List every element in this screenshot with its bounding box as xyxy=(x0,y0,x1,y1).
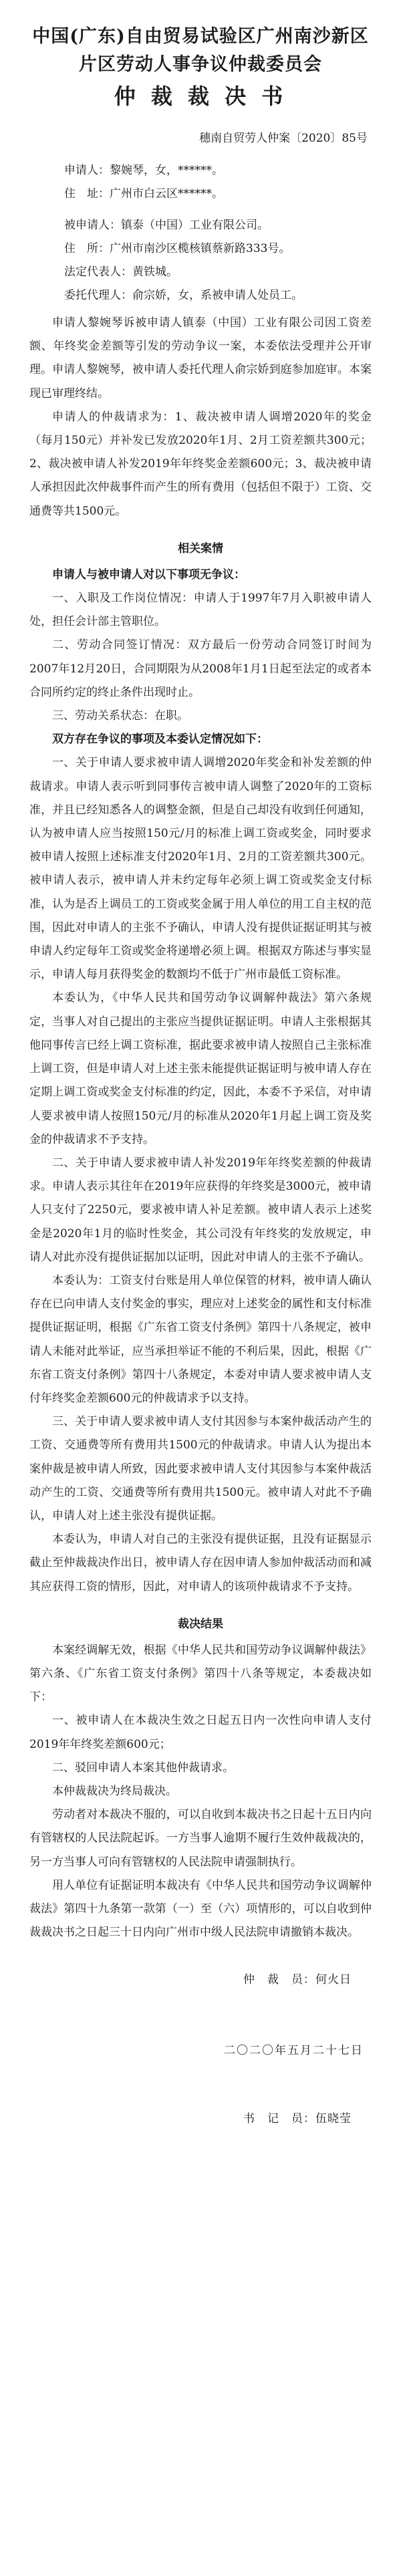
disputed-paragraph: 本委认为，申请人对自己的主张没有提供证据，且没有证据显示截止至仲裁裁决作出日，被申请人存在因申请人参加仲裁活动而和减其应获得工资的情形，因此，对申请人的该项仲裁请求不予支持。 xyxy=(29,1533,372,1593)
disputed-heading: 双方存在争议的事项及本委认定情况如下： xyxy=(52,733,268,747)
commission-title-line-1: 中国(广东)自由贸易试验区广州南沙新区 xyxy=(32,26,369,47)
disputed-paragraph: 本委认为：工资支付台账是用人单位保管的材料，被申请人确认存在已向申请人支付奖金的事实，理应对上述奖金的属性和支付标准提供证据证明，根据《广东省工资支付条例》第四十八条规定，被申请人未能对此举证，应当承担举证不能的不利后果，因此，根据《广东省工资支付条例》第四十八条规定，本委对申请人要求被申请人支付年终奖金差额600元的仲裁请求予以支持。 xyxy=(29,1273,372,1405)
commission-title-line-2: 片区劳动人事争议仲裁委员会 xyxy=(79,54,322,75)
undisputed-item: 一、入职及工作岗位情况：申请人于1997年7月入职被申请人处，担任会计部主管职位。 xyxy=(29,592,372,629)
undisputed-heading: 申请人与被申请人对以下事项无争议： xyxy=(52,567,245,582)
result-item: 一、被申请人在本裁决生效之日起五日内一次性向申请人支付2019年年终奖差额600元； xyxy=(29,1714,372,1751)
result-intro: 本案经调解无效，根据《中华人民共和国劳动争议调解仲裁法》第六条、《广东省工资支付条例》第四十八条等规定，本委裁决如下： xyxy=(29,1643,372,1704)
party-agent: 委托代理人：俞宗娇，女，系被申请人处员工。 xyxy=(64,289,303,302)
party-applicant: 申请人：黎婉琴，女，******。 xyxy=(64,164,223,177)
result-item: 本仲裁裁决为终局裁决。 xyxy=(52,1784,177,1798)
award-date: 二〇二〇年五月二十七日 xyxy=(224,2044,364,2058)
party-legal-representative: 法定代表人：黄铁城。 xyxy=(64,265,178,279)
disputed-paragraph: 二、关于申请人要求被申请人补发2019年年终奖差额的仲裁请求。申请人表示其往年在2019年应获得的年终奖是3000元，被申请人只支付了2250元，要求被申请人补足差额。被申请人表示上述奖金是2020年1月的临时性奖金，其公司没有年终奖的发放规定，申请人对此亦没有提供证据加以证明，因此对申请人的主张不予确认。 xyxy=(29,1156,372,1264)
party-respondent-address: 住 所：广州市南沙区榄核镇蔡新路333号。 xyxy=(64,242,291,255)
party-applicant-address: 住 址：广州市白云区******。 xyxy=(64,187,223,201)
result-item: 劳动者对本裁决不服的，可以自收到本裁决书之日起十五日内向有管辖权的人民法院起诉。一方当事人逾期不履行生效仲裁裁决的，另一方当事人可向有管辖权的人民法院申请强制执行。 xyxy=(29,1808,372,1869)
claims-paragraph: 申请人的仲裁请求为：1、裁决被申请人调增2020年的奖金（每月150元）并补发已发放2020年1月、2月工资差额共300元；2、裁决被申请人补发2019年年终奖金差额600元；3、裁决被申请人承担因此次仲裁事件而产生的所有费用（包括但不限于）工资、交通费等共1500元。 xyxy=(29,410,372,518)
case-number: 穗南自贸劳人仲案〔2020〕85号 xyxy=(199,132,368,145)
disputed-paragraph: 三、关于申请人要求被申请人支付其因参与本案仲裁活动产生的工资、交通费等所有费用共1500元的仲裁请求。申请人认为提出本案仲裁是被申请人所致，因此要求被申请人支付其因参与本案仲裁活动产生的工资、交通费等所有费用共1500元。被申请人对此不予确认，申请人对上述主张没有提供证据。 xyxy=(29,1415,372,1523)
document-title: 仲 裁 裁 决 书 xyxy=(114,84,287,109)
clerk-signature: 书 记 员：伍晓莹 xyxy=(243,2112,352,2126)
facts-heading: 相关案情 xyxy=(178,541,223,555)
result-heading: 裁决结果 xyxy=(178,1617,223,1631)
intro-section xyxy=(29,311,372,523)
result-item: 二、驳回申请人本案其他仲裁请求。 xyxy=(52,1761,234,1775)
arbitrator-signature: 仲 裁 员：何火日 xyxy=(243,1973,352,1987)
undisputed-item: 三、劳动关系状态：在职。 xyxy=(52,709,188,723)
intro-paragraph: 申请人黎婉琴诉被申请人镇泰（中国）工业有限公司因工资差额、年终奖金差额等引发的劳动争议一案，本委依法受理并公开审理。申请人黎婉琴，被申请人委托代理人俞宗娇到庭参加庭审。本案现已审理终结。 xyxy=(29,316,372,400)
disputed-paragraph: 一、关于申请人要求被申请人调增2020年奖金和补发差额的仲裁请求。申请人表示听到同事传言被申请人调整了2020年的工资标准，并且已经知悉各人的调整金额，但是自己却没有收到任何通知，认为被申请人应当按照150元/月的标准上调工资或奖金，同时要求被申请人按照上述标准支付2020年1月、2月的工资差额共300元。被申请人表示，被申请人并未约定每年必须上调工资或奖金支付标准，认为是否上调员工的工资或奖金属于用人单位的用工自主权的范围，因此对申请人的主张不予确认，申请人没有提供证据证明其与被申请人约定每年工资或奖金将递增必须上调。根据双方陈述与事实显示，申请人每月获得奖金的数额均不低于广州市最低工资标准。 xyxy=(29,756,372,982)
disputed-paragraph: 本委认为，《中华人民共和国劳动争议调解仲裁法》第六条规定，当事人对自己提出的主张应当提供证据证明。申请人主张根据其他同事传言已经上调工资标准，据此要求被申请人按照自己主张标准上调工资，但是申请人对上述主张未能提供证据证明与被申请人存在定期上调工资或奖金支付标准的约定，因此，本委不予采信，对申请人要求被申请人按照150元/月的标准从2020年1月起上调工资及奖金的仲裁请求不予支持。 xyxy=(29,991,372,1146)
result-item: 用人单位有证据证明本裁决有《中华人民共和国劳动争议调解仲裁法》第四十九条第一款第（一）至（六）项情形的，可以自收到仲裁裁决书之日起三十日内向广州市中级人民法院申请撤销本裁决。 xyxy=(29,1878,372,1940)
party-respondent: 被申请人：镇泰（中国）工业有限公司。 xyxy=(64,219,269,232)
undisputed-item: 二、劳动合同签订情况：双方最后一份劳动合同签订时间为2007年12月20日，合同期限为从2008年1月1日起至法定的或者本合同所约定的终止条件出现时止。 xyxy=(29,638,372,699)
